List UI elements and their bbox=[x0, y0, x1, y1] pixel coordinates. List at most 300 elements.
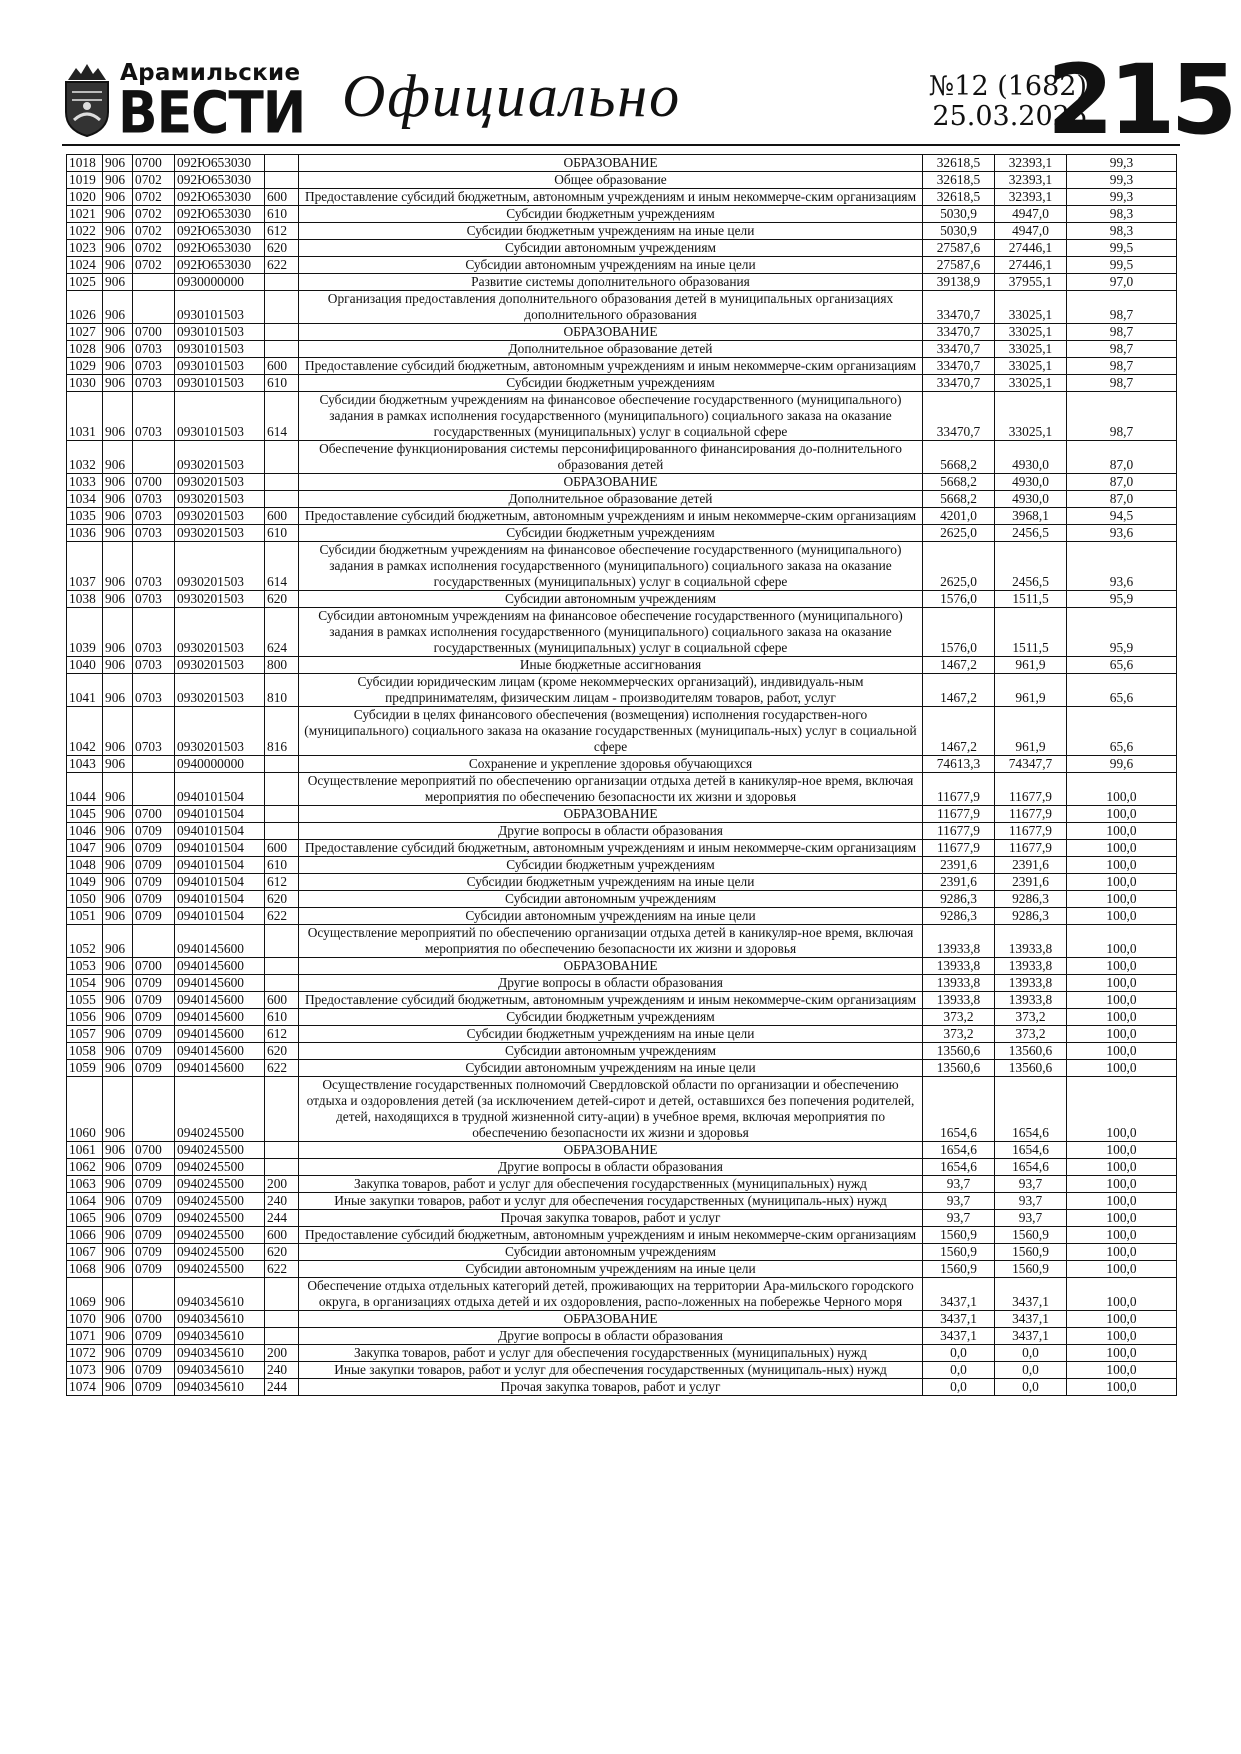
executed-amount-cell: 3968,1 bbox=[995, 508, 1067, 525]
expense-type-cell: 622 bbox=[265, 908, 299, 925]
executed-amount-cell: 2391,6 bbox=[995, 874, 1067, 891]
executed-amount-cell: 11677,9 bbox=[995, 806, 1067, 823]
executed-amount-cell: 1654,6 bbox=[995, 1142, 1067, 1159]
executed-amount-cell: 27446,1 bbox=[995, 240, 1067, 257]
item-name-cell: Предоставление субсидий бюджетным, автономным учреждениям и иным некоммерче-ским организациям bbox=[299, 840, 923, 857]
executed-amount-cell: 961,9 bbox=[995, 657, 1067, 674]
execution-percent-cell: 94,5 bbox=[1067, 508, 1177, 525]
item-name-cell: ОБРАЗОВАНИЕ bbox=[299, 474, 923, 491]
executed-amount-cell: 11677,9 bbox=[995, 823, 1067, 840]
section-code-cell: 0702 bbox=[133, 172, 175, 189]
executed-amount-cell: 3437,1 bbox=[995, 1311, 1067, 1328]
execution-percent-cell: 65,6 bbox=[1067, 657, 1177, 674]
item-name-cell: Иные закупки товаров, работ и услуг для обеспечения государственных (муниципаль-ных) нужд bbox=[299, 1362, 923, 1379]
expense-type-cell bbox=[265, 324, 299, 341]
executed-amount-cell: 32393,1 bbox=[995, 189, 1067, 206]
expense-type-cell bbox=[265, 1159, 299, 1176]
planned-amount-cell: 1654,6 bbox=[923, 1142, 995, 1159]
execution-percent-cell: 100,0 bbox=[1067, 1345, 1177, 1362]
table-row bbox=[67, 274, 1177, 291]
section-code-cell bbox=[133, 1077, 175, 1142]
executed-amount-cell: 32393,1 bbox=[995, 155, 1067, 172]
section-code-cell: 0709 bbox=[133, 1379, 175, 1396]
table-row bbox=[67, 773, 1177, 806]
table-row bbox=[67, 525, 1177, 542]
table-row bbox=[67, 823, 1177, 840]
row-number-cell: 1069 bbox=[67, 1278, 103, 1311]
target-article-cell: 0940145600 bbox=[175, 1009, 265, 1026]
department-code-cell: 906 bbox=[103, 491, 133, 508]
expense-type-cell bbox=[265, 274, 299, 291]
target-article-cell: 0940101504 bbox=[175, 840, 265, 857]
section-code-cell: 0700 bbox=[133, 324, 175, 341]
planned-amount-cell: 13933,8 bbox=[923, 992, 995, 1009]
section-code-cell: 0709 bbox=[133, 823, 175, 840]
executed-amount-cell: 961,9 bbox=[995, 707, 1067, 756]
department-code-cell: 906 bbox=[103, 756, 133, 773]
row-number-cell: 1033 bbox=[67, 474, 103, 491]
execution-percent-cell: 65,6 bbox=[1067, 707, 1177, 756]
row-number-cell: 1062 bbox=[67, 1159, 103, 1176]
row-number-cell: 1057 bbox=[67, 1026, 103, 1043]
planned-amount-cell: 1467,2 bbox=[923, 707, 995, 756]
department-code-cell: 906 bbox=[103, 1210, 133, 1227]
expense-type-cell: 816 bbox=[265, 707, 299, 756]
item-name-cell: Осуществление мероприятий по обеспечению организации отдыха детей в каникуляр-ное время, включая мероприятия по обеспечению безопасности их жизни и здоровья bbox=[299, 773, 923, 806]
table-row bbox=[67, 491, 1177, 508]
page-number: 215 bbox=[1047, 44, 1233, 156]
target-article-cell: 0940145600 bbox=[175, 1060, 265, 1077]
section-code-cell: 0702 bbox=[133, 206, 175, 223]
table-row bbox=[67, 1311, 1177, 1328]
row-number-cell: 1030 bbox=[67, 375, 103, 392]
item-name-cell: Субсидии бюджетным учреждениям на финансовое обеспечение государственного (муниципального) задания в рамках исполнения государственного (муниципального) социального заказа на оказание государственных (муниципальных) услуг в социальной сфере bbox=[299, 392, 923, 441]
section-code-cell bbox=[133, 291, 175, 324]
expense-type-cell bbox=[265, 823, 299, 840]
row-number-cell: 1059 bbox=[67, 1060, 103, 1077]
target-article-cell: 0930201503 bbox=[175, 441, 265, 474]
target-article-cell: 0940245500 bbox=[175, 1244, 265, 1261]
planned-amount-cell: 373,2 bbox=[923, 1026, 995, 1043]
item-name-cell: Развитие системы дополнительного образования bbox=[299, 274, 923, 291]
target-article-cell: 092Ю653030 bbox=[175, 172, 265, 189]
expense-type-cell: 612 bbox=[265, 223, 299, 240]
expense-type-cell: 600 bbox=[265, 840, 299, 857]
department-code-cell: 906 bbox=[103, 542, 133, 591]
department-code-cell: 906 bbox=[103, 1345, 133, 1362]
section-code-cell: 0703 bbox=[133, 375, 175, 392]
table-row bbox=[67, 1261, 1177, 1278]
execution-percent-cell: 100,0 bbox=[1067, 1159, 1177, 1176]
table-row bbox=[67, 1278, 1177, 1311]
section-code-cell: 0702 bbox=[133, 257, 175, 274]
section-code-cell bbox=[133, 756, 175, 773]
department-code-cell: 906 bbox=[103, 392, 133, 441]
row-number-cell: 1044 bbox=[67, 773, 103, 806]
row-number-cell: 1065 bbox=[67, 1210, 103, 1227]
expense-type-cell: 614 bbox=[265, 392, 299, 441]
executed-amount-cell: 2456,5 bbox=[995, 525, 1067, 542]
executed-amount-cell: 93,7 bbox=[995, 1193, 1067, 1210]
table-row bbox=[67, 172, 1177, 189]
planned-amount-cell: 33470,7 bbox=[923, 392, 995, 441]
row-number-cell: 1056 bbox=[67, 1009, 103, 1026]
department-code-cell: 906 bbox=[103, 1159, 133, 1176]
planned-amount-cell: 32618,5 bbox=[923, 155, 995, 172]
department-code-cell: 906 bbox=[103, 1142, 133, 1159]
section-code-cell: 0703 bbox=[133, 358, 175, 375]
planned-amount-cell: 13933,8 bbox=[923, 958, 995, 975]
planned-amount-cell: 2625,0 bbox=[923, 525, 995, 542]
planned-amount-cell: 1576,0 bbox=[923, 608, 995, 657]
item-name-cell: Предоставление субсидий бюджетным, автономным учреждениям и иным некоммерче-ским организациям bbox=[299, 508, 923, 525]
expense-type-cell: 622 bbox=[265, 1060, 299, 1077]
item-name-cell: ОБРАЗОВАНИЕ bbox=[299, 324, 923, 341]
department-code-cell: 906 bbox=[103, 1328, 133, 1345]
table-row bbox=[67, 857, 1177, 874]
execution-percent-cell: 100,0 bbox=[1067, 806, 1177, 823]
target-article-cell: 0940101504 bbox=[175, 773, 265, 806]
row-number-cell: 1039 bbox=[67, 608, 103, 657]
row-number-cell: 1036 bbox=[67, 525, 103, 542]
target-article-cell: 0930101503 bbox=[175, 291, 265, 324]
execution-percent-cell: 100,0 bbox=[1067, 1261, 1177, 1278]
planned-amount-cell: 1654,6 bbox=[923, 1077, 995, 1142]
row-number-cell: 1071 bbox=[67, 1328, 103, 1345]
row-number-cell: 1035 bbox=[67, 508, 103, 525]
target-article-cell: 0930101503 bbox=[175, 392, 265, 441]
section-code-cell: 0703 bbox=[133, 392, 175, 441]
expense-type-cell bbox=[265, 925, 299, 958]
target-article-cell: 0930101503 bbox=[175, 358, 265, 375]
executed-amount-cell: 1511,5 bbox=[995, 591, 1067, 608]
executed-amount-cell: 33025,1 bbox=[995, 324, 1067, 341]
row-number-cell: 1064 bbox=[67, 1193, 103, 1210]
department-code-cell: 906 bbox=[103, 958, 133, 975]
item-name-cell: Субсидии бюджетным учреждениям на финансовое обеспечение государственного (муниципального) задания в рамках исполнения государственного (муниципального) социального заказа на оказание государственных (муниципальных) услуг в социальной сфере bbox=[299, 542, 923, 591]
planned-amount-cell: 33470,7 bbox=[923, 358, 995, 375]
execution-percent-cell: 98,7 bbox=[1067, 358, 1177, 375]
department-code-cell: 906 bbox=[103, 1026, 133, 1043]
section-code-cell: 0703 bbox=[133, 608, 175, 657]
executed-amount-cell: 37955,1 bbox=[995, 274, 1067, 291]
target-article-cell: 092Ю653030 bbox=[175, 223, 265, 240]
department-code-cell: 906 bbox=[103, 840, 133, 857]
execution-percent-cell: 100,0 bbox=[1067, 925, 1177, 958]
section-code-cell: 0709 bbox=[133, 1244, 175, 1261]
expense-type-cell: 622 bbox=[265, 1261, 299, 1278]
target-article-cell: 092Ю653030 bbox=[175, 240, 265, 257]
row-number-cell: 1026 bbox=[67, 291, 103, 324]
section-code-cell: 0703 bbox=[133, 542, 175, 591]
department-code-cell: 906 bbox=[103, 324, 133, 341]
table-row bbox=[67, 958, 1177, 975]
row-number-cell: 1072 bbox=[67, 1345, 103, 1362]
section-code-cell bbox=[133, 925, 175, 958]
logo-bottom-text: ВЕСТИ bbox=[118, 80, 306, 148]
item-name-cell: Осуществление государственных полномочий Свердловской области по организации и обеспечению отдыха и оздоровления детей (за исключением детей-сирот и детей, оставшихся без попечения родителей, детей, находящихся в трудной жизненной ситу-ации) в учебное время, включая мероприятия по обеспечению безопасности их жизни и здоровья bbox=[299, 1077, 923, 1142]
table-row bbox=[67, 992, 1177, 1009]
expense-type-cell: 240 bbox=[265, 1362, 299, 1379]
section-code-cell: 0709 bbox=[133, 874, 175, 891]
department-code-cell: 906 bbox=[103, 1176, 133, 1193]
section-code-cell bbox=[133, 274, 175, 291]
planned-amount-cell: 2391,6 bbox=[923, 857, 995, 874]
department-code-cell: 906 bbox=[103, 1193, 133, 1210]
table-row bbox=[67, 1142, 1177, 1159]
expense-type-cell: 244 bbox=[265, 1379, 299, 1396]
item-name-cell: Предоставление субсидий бюджетным, автономным учреждениям и иным некоммерче-ским организациям bbox=[299, 189, 923, 206]
target-article-cell: 0930101503 bbox=[175, 324, 265, 341]
table-row bbox=[67, 1193, 1177, 1210]
section-code-cell: 0709 bbox=[133, 857, 175, 874]
item-name-cell: Прочая закупка товаров, работ и услуг bbox=[299, 1379, 923, 1396]
expense-type-cell bbox=[265, 1278, 299, 1311]
table-row bbox=[67, 1244, 1177, 1261]
department-code-cell: 906 bbox=[103, 291, 133, 324]
section-code-cell: 0700 bbox=[133, 474, 175, 491]
expense-type-cell: 600 bbox=[265, 1227, 299, 1244]
execution-percent-cell: 100,0 bbox=[1067, 992, 1177, 1009]
section-code-cell: 0709 bbox=[133, 1261, 175, 1278]
planned-amount-cell: 5030,9 bbox=[923, 206, 995, 223]
execution-percent-cell: 87,0 bbox=[1067, 474, 1177, 491]
executed-amount-cell: 32393,1 bbox=[995, 172, 1067, 189]
target-article-cell: 0930000000 bbox=[175, 274, 265, 291]
execution-percent-cell: 100,0 bbox=[1067, 1026, 1177, 1043]
execution-percent-cell: 100,0 bbox=[1067, 1193, 1177, 1210]
table-row bbox=[67, 874, 1177, 891]
row-number-cell: 1049 bbox=[67, 874, 103, 891]
planned-amount-cell: 32618,5 bbox=[923, 172, 995, 189]
department-code-cell: 906 bbox=[103, 474, 133, 491]
table-row bbox=[67, 1077, 1177, 1142]
department-code-cell: 906 bbox=[103, 1244, 133, 1261]
section-code-cell: 0709 bbox=[133, 1193, 175, 1210]
planned-amount-cell: 9286,3 bbox=[923, 908, 995, 925]
expense-type-cell bbox=[265, 1077, 299, 1142]
row-number-cell: 1047 bbox=[67, 840, 103, 857]
target-article-cell: 0940145600 bbox=[175, 992, 265, 1009]
department-code-cell: 906 bbox=[103, 608, 133, 657]
section-code-cell: 0709 bbox=[133, 992, 175, 1009]
expense-type-cell bbox=[265, 975, 299, 992]
department-code-cell: 906 bbox=[103, 823, 133, 840]
section-code-cell: 0709 bbox=[133, 1362, 175, 1379]
execution-percent-cell: 100,0 bbox=[1067, 857, 1177, 874]
expense-type-cell bbox=[265, 958, 299, 975]
planned-amount-cell: 1560,9 bbox=[923, 1244, 995, 1261]
target-article-cell: 0930201503 bbox=[175, 608, 265, 657]
expense-type-cell: 620 bbox=[265, 240, 299, 257]
item-name-cell: Субсидии бюджетным учреждениям на иные цели bbox=[299, 874, 923, 891]
table-row bbox=[67, 975, 1177, 992]
executed-amount-cell: 9286,3 bbox=[995, 908, 1067, 925]
planned-amount-cell: 93,7 bbox=[923, 1176, 995, 1193]
target-article-cell: 0940345610 bbox=[175, 1379, 265, 1396]
planned-amount-cell: 9286,3 bbox=[923, 891, 995, 908]
target-article-cell: 0930201503 bbox=[175, 707, 265, 756]
row-number-cell: 1031 bbox=[67, 392, 103, 441]
table-row bbox=[67, 1060, 1177, 1077]
section-title: Официально bbox=[342, 63, 682, 129]
row-number-cell: 1032 bbox=[67, 441, 103, 474]
item-name-cell: Дополнительное образование детей bbox=[299, 491, 923, 508]
item-name-cell: ОБРАЗОВАНИЕ bbox=[299, 1142, 923, 1159]
executed-amount-cell: 4930,0 bbox=[995, 474, 1067, 491]
department-code-cell: 906 bbox=[103, 591, 133, 608]
item-name-cell: Субсидии бюджетным учреждениям bbox=[299, 375, 923, 392]
target-article-cell: 0930101503 bbox=[175, 375, 265, 392]
row-number-cell: 1023 bbox=[67, 240, 103, 257]
target-article-cell: 0940345610 bbox=[175, 1278, 265, 1311]
row-number-cell: 1034 bbox=[67, 491, 103, 508]
executed-amount-cell: 33025,1 bbox=[995, 358, 1067, 375]
executed-amount-cell: 961,9 bbox=[995, 674, 1067, 707]
section-code-cell: 0709 bbox=[133, 908, 175, 925]
row-number-cell: 1040 bbox=[67, 657, 103, 674]
planned-amount-cell: 1467,2 bbox=[923, 657, 995, 674]
planned-amount-cell: 3437,1 bbox=[923, 1328, 995, 1345]
row-number-cell: 1058 bbox=[67, 1043, 103, 1060]
section-code-cell: 0709 bbox=[133, 1159, 175, 1176]
table-row bbox=[67, 1328, 1177, 1345]
expense-type-cell: 610 bbox=[265, 1009, 299, 1026]
table-row bbox=[67, 206, 1177, 223]
executed-amount-cell: 0,0 bbox=[995, 1379, 1067, 1396]
target-article-cell: 0930201503 bbox=[175, 674, 265, 707]
expense-type-cell bbox=[265, 155, 299, 172]
department-code-cell: 906 bbox=[103, 172, 133, 189]
planned-amount-cell: 3437,1 bbox=[923, 1311, 995, 1328]
target-article-cell: 0930201503 bbox=[175, 491, 265, 508]
target-article-cell: 0940245500 bbox=[175, 1210, 265, 1227]
expense-type-cell: 810 bbox=[265, 674, 299, 707]
item-name-cell: Субсидии автономным учреждениям bbox=[299, 240, 923, 257]
target-article-cell: 0940101504 bbox=[175, 891, 265, 908]
table-row bbox=[67, 189, 1177, 206]
row-number-cell: 1050 bbox=[67, 891, 103, 908]
planned-amount-cell: 39138,9 bbox=[923, 274, 995, 291]
expense-type-cell: 610 bbox=[265, 206, 299, 223]
department-code-cell: 906 bbox=[103, 1043, 133, 1060]
execution-percent-cell: 99,3 bbox=[1067, 172, 1177, 189]
planned-amount-cell: 2625,0 bbox=[923, 542, 995, 591]
table-row bbox=[67, 657, 1177, 674]
executed-amount-cell: 13933,8 bbox=[995, 958, 1067, 975]
planned-amount-cell: 1654,6 bbox=[923, 1159, 995, 1176]
target-article-cell: 092Ю653030 bbox=[175, 155, 265, 172]
executed-amount-cell: 13560,6 bbox=[995, 1060, 1067, 1077]
table-row bbox=[67, 840, 1177, 857]
row-number-cell: 1024 bbox=[67, 257, 103, 274]
row-number-cell: 1029 bbox=[67, 358, 103, 375]
row-number-cell: 1046 bbox=[67, 823, 103, 840]
executed-amount-cell: 13933,8 bbox=[995, 975, 1067, 992]
target-article-cell: 0940145600 bbox=[175, 958, 265, 975]
table-row bbox=[67, 1026, 1177, 1043]
expense-type-cell: 624 bbox=[265, 608, 299, 657]
section-code-cell: 0709 bbox=[133, 1210, 175, 1227]
department-code-cell: 906 bbox=[103, 773, 133, 806]
section-code-cell: 0703 bbox=[133, 525, 175, 542]
planned-amount-cell: 0,0 bbox=[923, 1345, 995, 1362]
planned-amount-cell: 11677,9 bbox=[923, 806, 995, 823]
item-name-cell: Предоставление субсидий бюджетным, автономным учреждениям и иным некоммерче-ским организациям bbox=[299, 992, 923, 1009]
table-row bbox=[67, 707, 1177, 756]
section-code-cell: 0709 bbox=[133, 1227, 175, 1244]
target-article-cell: 0940245500 bbox=[175, 1142, 265, 1159]
item-name-cell: Иные закупки товаров, работ и услуг для обеспечения государственных (муниципаль-ных) нужд bbox=[299, 1193, 923, 1210]
table-row bbox=[67, 925, 1177, 958]
executed-amount-cell: 1654,6 bbox=[995, 1159, 1067, 1176]
executed-amount-cell: 33025,1 bbox=[995, 375, 1067, 392]
table-row bbox=[67, 341, 1177, 358]
executed-amount-cell: 4930,0 bbox=[995, 491, 1067, 508]
table-row bbox=[67, 542, 1177, 591]
department-code-cell: 906 bbox=[103, 874, 133, 891]
item-name-cell: Субсидии автономным учреждениям bbox=[299, 891, 923, 908]
table-row bbox=[67, 1210, 1177, 1227]
section-code-cell: 0709 bbox=[133, 1043, 175, 1060]
section-code-cell: 0709 bbox=[133, 1345, 175, 1362]
table-row bbox=[67, 1043, 1177, 1060]
execution-percent-cell: 99,3 bbox=[1067, 155, 1177, 172]
executed-amount-cell: 93,7 bbox=[995, 1210, 1067, 1227]
expense-type-cell bbox=[265, 491, 299, 508]
executed-amount-cell: 2456,5 bbox=[995, 542, 1067, 591]
planned-amount-cell: 33470,7 bbox=[923, 324, 995, 341]
executed-amount-cell: 1560,9 bbox=[995, 1244, 1067, 1261]
department-code-cell: 906 bbox=[103, 674, 133, 707]
department-code-cell: 906 bbox=[103, 375, 133, 392]
row-number-cell: 1060 bbox=[67, 1077, 103, 1142]
executed-amount-cell: 373,2 bbox=[995, 1026, 1067, 1043]
item-name-cell: ОБРАЗОВАНИЕ bbox=[299, 806, 923, 823]
expense-type-cell: 200 bbox=[265, 1345, 299, 1362]
executed-amount-cell: 3437,1 bbox=[995, 1278, 1067, 1311]
section-code-cell: 0709 bbox=[133, 1328, 175, 1345]
item-name-cell: Осуществление мероприятий по обеспечению организации отдыха детей в каникуляр-ное время, включая мероприятия по обеспечению безопасности их жизни и здоровья bbox=[299, 925, 923, 958]
execution-percent-cell: 100,0 bbox=[1067, 773, 1177, 806]
expense-type-cell bbox=[265, 1142, 299, 1159]
item-name-cell: Субсидии юридическим лицам (кроме некоммерческих организаций), индивидуаль-ным предпринимателям, физическим лицам - производителям товаров, работ, услуг bbox=[299, 674, 923, 707]
executed-amount-cell: 33025,1 bbox=[995, 291, 1067, 324]
row-number-cell: 1051 bbox=[67, 908, 103, 925]
executed-amount-cell: 11677,9 bbox=[995, 840, 1067, 857]
planned-amount-cell: 74613,3 bbox=[923, 756, 995, 773]
item-name-cell: Другие вопросы в области образования bbox=[299, 975, 923, 992]
department-code-cell: 906 bbox=[103, 341, 133, 358]
execution-percent-cell: 98,3 bbox=[1067, 223, 1177, 240]
target-article-cell: 0940101504 bbox=[175, 823, 265, 840]
table-row bbox=[67, 806, 1177, 823]
executed-amount-cell: 9286,3 bbox=[995, 891, 1067, 908]
department-code-cell: 906 bbox=[103, 806, 133, 823]
row-number-cell: 1019 bbox=[67, 172, 103, 189]
budget-table bbox=[66, 154, 1177, 1396]
execution-percent-cell: 99,5 bbox=[1067, 240, 1177, 257]
expense-type-cell: 622 bbox=[265, 257, 299, 274]
row-number-cell: 1052 bbox=[67, 925, 103, 958]
planned-amount-cell: 1576,0 bbox=[923, 591, 995, 608]
expense-type-cell: 600 bbox=[265, 508, 299, 525]
planned-amount-cell: 27587,6 bbox=[923, 257, 995, 274]
department-code-cell: 906 bbox=[103, 1261, 133, 1278]
target-article-cell: 0940345610 bbox=[175, 1362, 265, 1379]
execution-percent-cell: 100,0 bbox=[1067, 1227, 1177, 1244]
newspaper-logo bbox=[62, 60, 306, 148]
